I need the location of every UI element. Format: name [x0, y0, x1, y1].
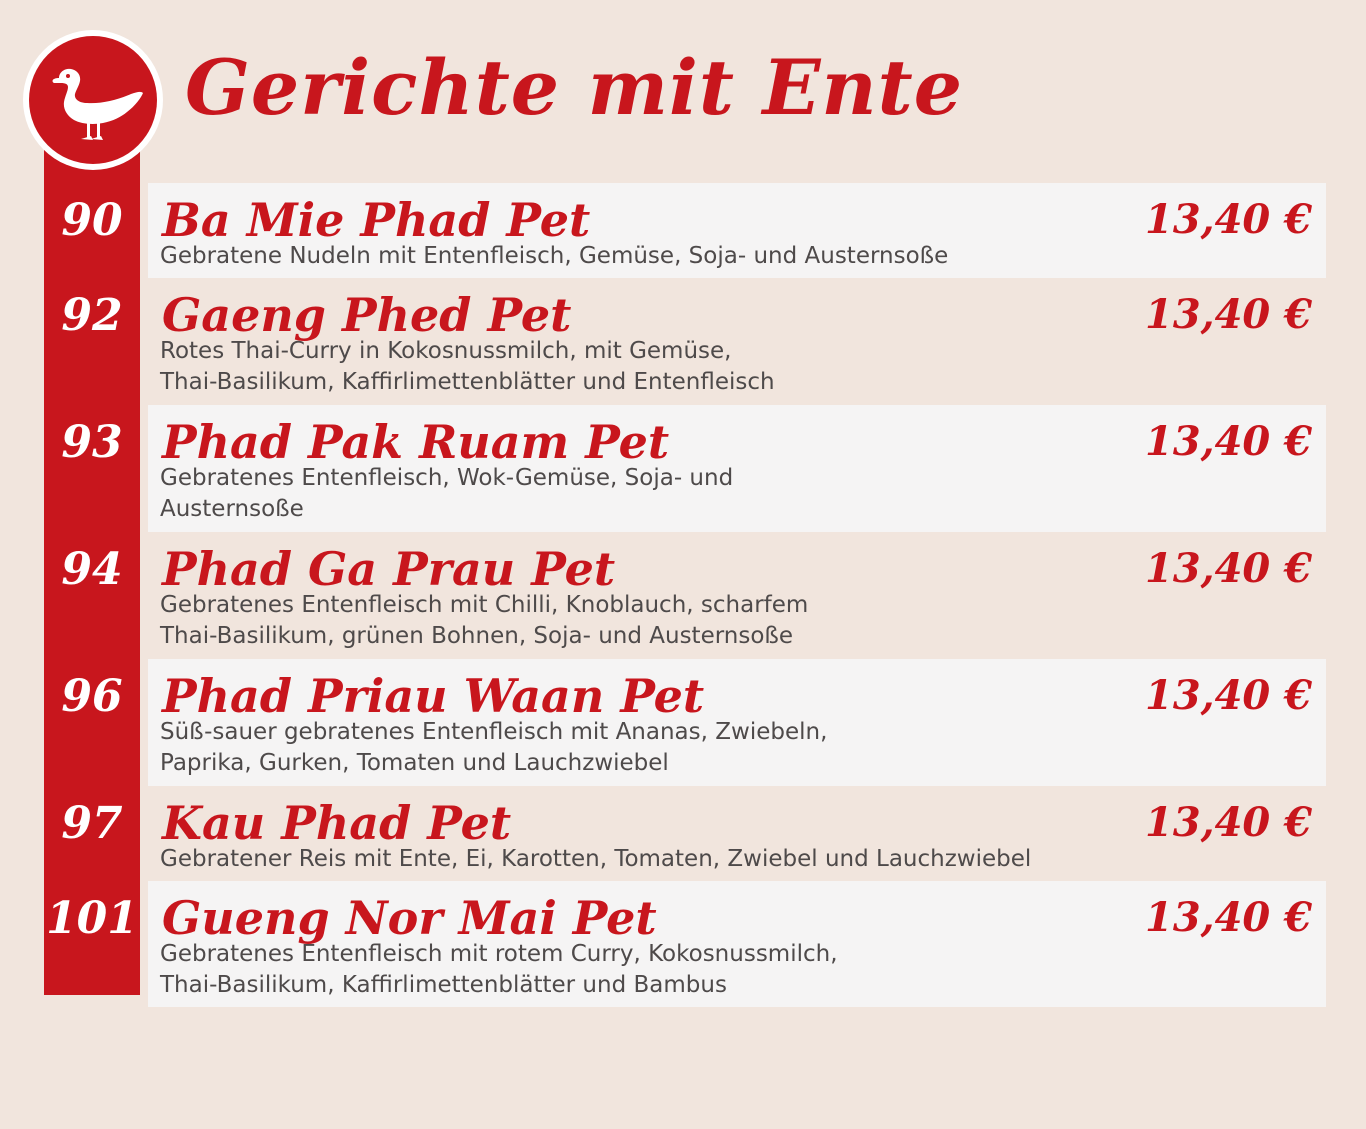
item-description-line: Gebratener Reis mit Ente, Ei, Karotten, Tomaten, Zwiebel und Lauchzwiebel — [160, 846, 1032, 872]
item-description-line: Rotes Thai-Curry in Kokosnussmilch, mit Gemüse, — [160, 338, 732, 364]
duck-icon — [29, 36, 157, 164]
item-description-line: Thai-Basilikum, grünen Bohnen, Soja- und Austernsoße — [160, 623, 794, 649]
menu-item — [0, 405, 1366, 532]
item-number: 101 — [46, 893, 138, 944]
page-title: Gerichte mit Ente — [185, 43, 964, 132]
item-name: Gaeng Phed Pet — [162, 288, 572, 342]
menu-item — [0, 659, 1366, 786]
item-name: Phad Priau Waan Pet — [162, 669, 705, 723]
item-description-line: Gebratenes Entenfleisch mit rotem Curry, Kokosnussmilch, — [160, 941, 838, 967]
logo-badge — [29, 36, 157, 164]
item-price: 13,40 € — [1144, 894, 1312, 941]
item-name: Phad Pak Ruam Pet — [162, 415, 670, 469]
item-description-line: Gebratenes Entenfleisch mit Chilli, Knoblauch, scharfem — [160, 592, 809, 618]
item-number: 94 — [61, 544, 123, 595]
item-description-line: Thai-Basilikum, Kaffirlimettenblätter und Entenfleisch — [160, 369, 775, 395]
item-name: Ba Mie Phad Pet — [162, 193, 591, 247]
item-description-line: Süß-sauer gebratenes Entenfleisch mit Ananas, Zwiebeln, — [160, 719, 828, 745]
item-price: 13,40 € — [1144, 672, 1312, 719]
item-price: 13,40 € — [1144, 799, 1312, 846]
menu-item — [0, 278, 1366, 405]
duck-logo — [23, 30, 163, 170]
item-number: 96 — [61, 671, 123, 722]
menu-item — [0, 183, 1366, 278]
menu-item — [0, 532, 1366, 659]
item-number: 90 — [61, 195, 123, 246]
menu-item — [0, 881, 1366, 1007]
item-number: 93 — [61, 417, 123, 468]
item-description-line: Austernsoße — [160, 496, 304, 522]
item-name: Phad Ga Prau Pet — [162, 542, 616, 596]
item-price: 13,40 € — [1144, 418, 1312, 465]
item-description-line: Gebratene Nudeln mit Entenfleisch, Gemüse, Soja- und Austernsoße — [160, 243, 949, 269]
item-description-line: Gebratenes Entenfleisch, Wok-Gemüse, Soja- und — [160, 465, 734, 491]
menu-item — [0, 786, 1366, 881]
item-price: 13,40 € — [1144, 291, 1312, 338]
item-number: 92 — [61, 290, 123, 341]
item-description-line: Paprika, Gurken, Tomaten und Lauchzwiebel — [160, 750, 669, 776]
item-description-line: Thai-Basilikum, Kaffirlimettenblätter und Bambus — [160, 972, 727, 998]
item-number: 97 — [61, 798, 123, 849]
item-name: Kau Phad Pet — [162, 796, 512, 850]
item-name: Gueng Nor Mai Pet — [162, 891, 657, 945]
item-price: 13,40 € — [1144, 545, 1312, 592]
item-price: 13,40 € — [1144, 196, 1312, 243]
